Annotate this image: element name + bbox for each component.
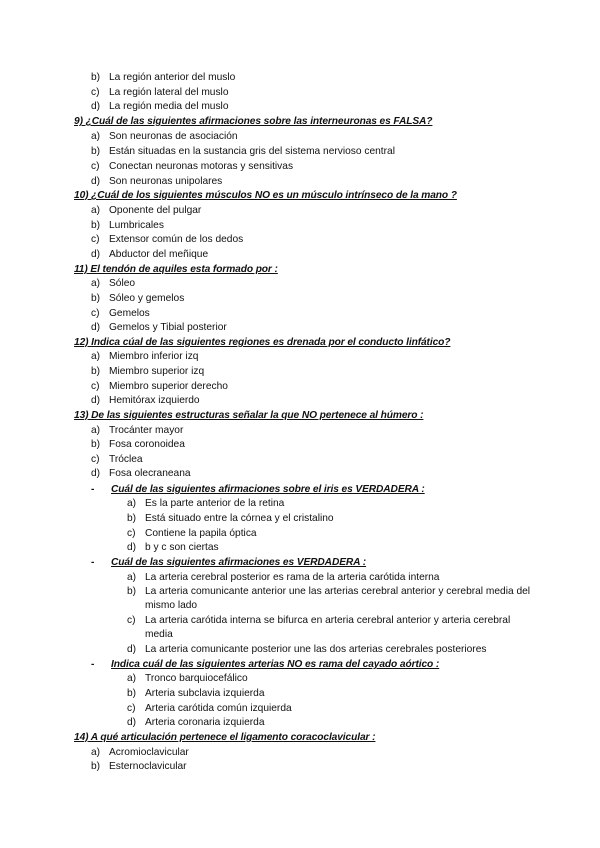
option-q12-b: b) Miembro superior izq [91, 366, 205, 377]
option-q14-b: b) Esternoclavicular [91, 761, 187, 772]
question-9-title: 9) ¿Cuál de las siguientes afirmaciones sobre las interneuronas es FALSA? [74, 116, 433, 127]
option-q8-b: b) La región anterior del muslo [91, 72, 236, 83]
option-iris-c: c) Contiene la papila óptica [127, 528, 257, 539]
option-q8-c: c) La región lateral del muslo [91, 87, 229, 98]
option-q8-d: d) La región media del muslo [91, 101, 229, 112]
option-cayado-c: c) Arteria carótida común izquierda [127, 703, 292, 714]
option-q13-a: a) Trocánter mayor [91, 425, 184, 436]
bullet-question-arterias-cerebrales: - Cuál de las siguientes afirmaciones es VERDADERA : [91, 557, 367, 568]
question-10-title: 10) ¿Cuál de los siguientes músculos NO es un músculo intrínseco de la mano ? [74, 190, 457, 201]
option-q14-a: a) Acromioclavicular [91, 747, 189, 758]
option-q10-d: d) Abductor del meñique [91, 249, 209, 260]
option-arterias-d: d) La arteria comunicante posterior une las dos arterias cerebrales posteriores [127, 644, 487, 655]
option-arterias-c: c) La arteria carótida interna se bifurca en arteria cerebral anterior y arteria cerebral media [127, 615, 511, 640]
option-q10-a: a) Oponente del pulgar [91, 205, 202, 216]
option-arterias-a: a) La arteria cerebral posterior es rama de la arteria carótida interna [127, 572, 440, 583]
option-iris-a: a) Es la parte anterior de la retina [127, 498, 285, 509]
option-q11-c: c) Gemelos [91, 308, 150, 319]
option-q13-b: b) Fosa coronoidea [91, 439, 185, 450]
option-q9-b: b) Están situadas en la sustancia gris del sistema nervioso central [91, 146, 395, 157]
option-q13-c: c) Tróclea [91, 454, 143, 465]
bullet-dash: - [91, 659, 95, 670]
question-13-title: 13) De las siguientes estructuras señalar la que NO pertenece al húmero : [74, 410, 424, 421]
question-14-title: 14) A qué articulación pertenece el ligamento coracoclavicular : [74, 732, 376, 743]
option-q9-d: d) Son neuronas unipolares [91, 176, 223, 187]
option-q11-b: b) Sóleo y gemelos [91, 293, 185, 304]
bullet-question-cayado-aortico: - Indica cuál de las siguientes arterias NO es rama del cayado aórtico : [91, 659, 440, 670]
option-q12-c: c) Miembro superior derecho [91, 381, 228, 392]
question-12-title: 12) Indica cúal de las siguientes regiones es drenada por el conducto linfático? [74, 337, 451, 348]
option-q11-d: d) Gemelos y Tibial posterior [91, 322, 227, 333]
option-q13-d: d) Fosa olecraneana [91, 468, 191, 479]
option-cayado-b: b) Arteria subclavia izquierda [127, 688, 265, 699]
option-cayado-d: d) Arteria coronaria izquierda [127, 717, 265, 728]
option-q9-a: a) Son neuronas de asociación [91, 131, 238, 142]
option-cayado-a: a) Tronco barquiocefálico [127, 673, 248, 684]
bullet-dash: - [91, 557, 95, 568]
option-iris-d: d) b y c son ciertas [127, 542, 219, 553]
option-q12-d: d) Hemitórax izquierdo [91, 395, 200, 406]
option-q10-b: b) Lumbricales [91, 220, 164, 231]
option-q11-a: a) Sóleo [91, 278, 136, 289]
bullet-dash: - [91, 484, 95, 495]
option-q10-c: c) Extensor común de los dedos [91, 234, 244, 245]
bullet-question-iris: - Cuál de las siguientes afirmaciones sobre el iris es VERDADERA : [91, 484, 425, 495]
option-iris-b: b) Está situado entre la córnea y el cristalino [127, 513, 334, 524]
question-11-title: 11) El tendón de aquiles esta formado por : [74, 264, 278, 275]
option-q12-a: a) Miembro inferior izq [91, 351, 199, 362]
option-q9-c: c) Conectan neuronas motoras y sensitivas [91, 161, 294, 172]
option-arterias-b: b) La arteria comunicante anterior une las arterias cerebral anterior y cerebral media del mismo lado [127, 586, 531, 611]
